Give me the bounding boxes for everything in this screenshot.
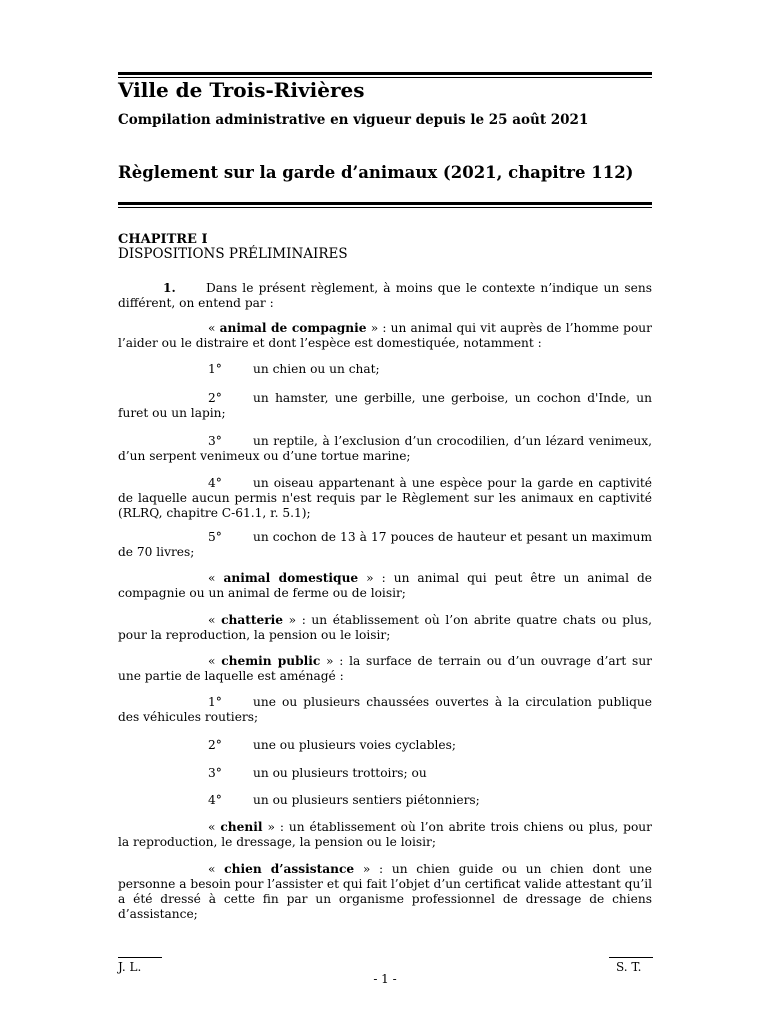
item-number: 1°	[208, 695, 222, 709]
list-item	[118, 695, 652, 725]
page-number: - 1 -	[373, 972, 397, 986]
initials-right: S. T.	[616, 960, 642, 974]
list-item	[118, 766, 652, 781]
item-number: 3°	[208, 766, 222, 780]
header-rule-thick	[118, 202, 652, 205]
item-text: un reptile, à l’exclusion d’un crocodilien, d’un lézard venimeux, d’un serpent venimeux ou d’une tortue marine;	[118, 434, 652, 463]
definition-chemin-public	[118, 654, 652, 684]
quote-open: «	[208, 820, 221, 834]
header-rule-thin	[118, 207, 652, 208]
chapter-number: CHAPITRE I	[118, 232, 208, 247]
compilation-note: Compilation administrative en vigueur depuis le 25 août 2021	[118, 112, 589, 128]
item-number: 4°	[208, 476, 222, 490]
article-number: 1.	[163, 281, 176, 295]
quote-open: «	[208, 321, 220, 335]
item-text: un ou plusieurs trottoirs; ou	[253, 766, 427, 780]
regulation-title: Règlement sur la garde d’animaux (2021, chapitre 112)	[118, 163, 634, 182]
defined-term: chemin public	[221, 654, 321, 668]
definition-chien-assistance	[118, 862, 652, 922]
top-rule-thick	[118, 72, 652, 75]
quote-open: «	[208, 654, 222, 668]
list-item	[118, 434, 652, 464]
defined-term: chatterie	[221, 613, 284, 627]
item-number: 1°	[208, 362, 222, 376]
definition-text: » : un établissement où l’on abrite quatre chats ou plus, pour la reproduction, la pension ou le loisir;	[118, 613, 652, 642]
item-number: 3°	[208, 434, 222, 448]
city-title: Ville de Trois-Rivières	[118, 78, 365, 102]
item-number: 2°	[208, 391, 222, 405]
definition-animal-domestique	[118, 571, 652, 601]
item-number: 5°	[208, 530, 222, 544]
list-item	[118, 476, 652, 521]
list-item	[118, 391, 652, 421]
chapter-title: DISPOSITIONS PRÉLIMINAIRES	[118, 246, 348, 262]
definition-chenil	[118, 820, 652, 850]
quote-open: «	[208, 571, 224, 585]
defined-term: chenil	[220, 820, 263, 834]
article-1	[118, 281, 652, 311]
article-intro: Dans le présent règlement, à moins que le contexte n’indique un sens différent, on entend par :	[118, 281, 652, 310]
defined-term: animal de compagnie	[219, 321, 367, 335]
definition-text: » : un chien guide ou un chien dont une personne a besoin pour l’assister et qui fait l’objet d’un certificat valide attestant qu’il a été dressé à cette fin par un organisme professionnel de dressage de chiens d’assistance;	[118, 862, 652, 921]
definition-text: » : un animal qui vit auprès de l’homme pour l’aider ou le distraire et dont l’espèce est domestiquée, notamment :	[118, 321, 652, 350]
quote-open: «	[208, 613, 222, 627]
defined-term: chien d’assistance	[224, 862, 355, 876]
signature-line-left	[118, 957, 162, 958]
item-text: une ou plusieurs voies cyclables;	[253, 738, 456, 752]
definition-text: » : un établissement où l’on abrite trois chiens ou plus, pour la reproduction, le dressage, la pension ou le loisir;	[118, 820, 652, 849]
item-text: une ou plusieurs chaussées ouvertes à la circulation publique des véhicules routiers;	[118, 695, 652, 724]
definition-text: » : un animal qui peut être un animal de compagnie ou un animal de ferme ou de loisir;	[118, 571, 652, 600]
quote-open: «	[208, 862, 225, 876]
item-text: un hamster, une gerbille, une gerboise, un cochon d'Inde, un furet ou un lapin;	[118, 391, 652, 420]
defined-term: animal domestique	[223, 571, 359, 585]
list-item	[118, 362, 652, 377]
item-text: un oiseau appartenant à une espèce pour la garde en captivité de laquelle aucun permis n'est requis par le Règlement sur les animaux en captivité (RLRQ, chapitre C-61.1, r. 5.1);	[118, 476, 652, 520]
list-item	[118, 530, 652, 560]
item-number: 4°	[208, 793, 222, 807]
definition-text: » : la surface de terrain ou d’un ouvrage d’art sur une partie de laquelle est aménagé :	[118, 654, 652, 683]
list-item	[118, 738, 652, 753]
item-text: un chien ou un chat;	[253, 362, 380, 376]
definition-chatterie	[118, 613, 652, 643]
item-text: un ou plusieurs sentiers piétonniers;	[253, 793, 480, 807]
item-number: 2°	[208, 738, 222, 752]
item-text: un cochon de 13 à 17 pouces de hauteur et pesant un maximum de 70 livres;	[118, 530, 652, 559]
list-item	[118, 793, 652, 808]
initials-left: J. L.	[118, 960, 142, 974]
signature-line-right	[609, 957, 653, 958]
definition-animal-compagnie	[118, 321, 652, 351]
